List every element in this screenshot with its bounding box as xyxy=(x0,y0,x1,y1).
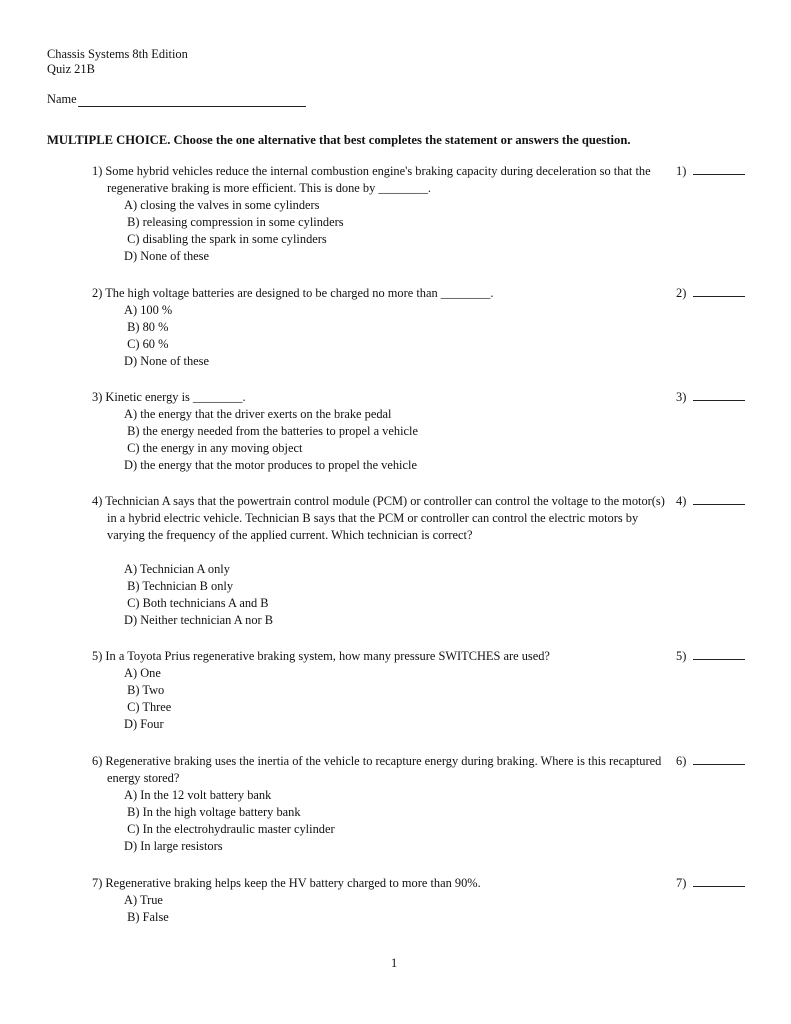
answer-number: 7) xyxy=(676,876,687,890)
option-a[interactable]: A) Technician A only xyxy=(124,562,230,576)
option-d[interactable]: D) the energy that the motor produces to propel the vehicle xyxy=(124,458,417,472)
option-b[interactable]: B) 80 % xyxy=(127,320,169,334)
option-d[interactable]: D) Neither technician A nor B xyxy=(124,613,274,627)
option-list xyxy=(124,406,418,474)
question-stem: 3) Kinetic energy is ________. xyxy=(92,390,246,404)
option-d[interactable]: D) None of these xyxy=(124,249,210,263)
option-c[interactable]: C) In the electrohydraulic master cylinder xyxy=(127,822,335,836)
answer-number: 2) xyxy=(676,286,687,300)
answer-slot xyxy=(676,753,745,769)
answer-slot xyxy=(676,389,745,405)
option-list xyxy=(124,561,273,629)
name-row xyxy=(47,92,306,107)
course-title: Chassis Systems 8th Edition xyxy=(47,47,188,61)
question-stem: 1) Some hybrid vehicles reduce the internal combustion engine's braking capacity during deceleration so that the regenerative braking is more efficient. This is done by ________. xyxy=(92,164,651,195)
option-b[interactable]: B) False xyxy=(127,910,169,924)
question-stem: 5) In a Toyota Prius regenerative braking system, how many pressure SWITCHES are used? xyxy=(92,649,550,663)
option-d[interactable]: D) Four xyxy=(124,717,164,731)
option-c[interactable]: C) disabling the spark in some cylinders xyxy=(127,232,327,246)
option-b[interactable]: B) Two xyxy=(127,683,165,697)
answer-number: 5) xyxy=(676,649,687,663)
answer-number: 1) xyxy=(676,164,687,178)
name-label: Name xyxy=(47,92,77,106)
name-field[interactable] xyxy=(78,94,306,107)
option-list xyxy=(124,787,335,855)
option-c[interactable]: C) Three xyxy=(127,700,172,714)
option-list xyxy=(124,302,209,370)
quiz-title: Quiz 21B xyxy=(47,62,95,76)
option-a[interactable]: A) the energy that the driver exerts on the brake pedal xyxy=(124,407,392,421)
document-header xyxy=(47,47,188,77)
answer-slot xyxy=(676,163,745,179)
answer-blank[interactable] xyxy=(693,753,745,765)
option-a[interactable]: A) closing the valves in some cylinders xyxy=(124,198,320,212)
answer-blank[interactable] xyxy=(693,389,745,401)
answer-blank[interactable] xyxy=(693,285,745,297)
answer-blank[interactable] xyxy=(693,493,745,505)
page-number: 1 xyxy=(391,956,398,970)
option-a[interactable]: A) In the 12 volt battery bank xyxy=(124,788,272,802)
option-d[interactable]: D) In large resistors xyxy=(124,839,223,853)
option-c[interactable]: C) 60 % xyxy=(127,337,169,351)
answer-slot xyxy=(676,648,745,664)
question-stem: 2) The high voltage batteries are designed to be charged no more than ________. xyxy=(92,286,494,300)
answer-blank[interactable] xyxy=(693,875,745,887)
instructions: MULTIPLE CHOICE. Choose the one alternative that best completes the statement or answers the question. xyxy=(47,133,631,147)
answer-number: 6) xyxy=(676,754,687,768)
option-b[interactable]: B) the energy needed from the batteries to propel a vehicle xyxy=(127,424,418,438)
answer-blank[interactable] xyxy=(693,648,745,660)
answer-slot xyxy=(676,875,745,891)
option-a[interactable]: A) One xyxy=(124,666,161,680)
question-stem: 7) Regenerative braking helps keep the HV battery charged to more than 90%. xyxy=(92,876,481,890)
answer-slot xyxy=(676,285,745,301)
answer-blank[interactable] xyxy=(693,163,745,175)
option-list xyxy=(124,665,171,733)
option-b[interactable]: B) releasing compression in some cylinders xyxy=(127,215,344,229)
option-b[interactable]: B) In the high voltage battery bank xyxy=(127,805,301,819)
option-b[interactable]: B) Technician B only xyxy=(127,579,234,593)
option-c[interactable]: C) Both technicians A and B xyxy=(127,596,269,610)
answer-slot xyxy=(676,493,745,509)
question-stem: 6) Regenerative braking uses the inertia of the vehicle to recapture energy during braking. Where is this recaptured energy stored? xyxy=(92,754,662,785)
answer-number: 4) xyxy=(676,494,687,508)
option-a[interactable]: A) 100 % xyxy=(124,303,173,317)
question-stem: 4) Technician A says that the powertrain control module (PCM) or controller can control the voltage to the motor(s) in a hybrid electric vehicle. Technician B says that the PCM or controller can control the electric motors by varying the frequency of the applied current. Which technician is correct? xyxy=(92,494,665,542)
option-list xyxy=(124,197,344,265)
option-a[interactable]: A) True xyxy=(124,893,163,907)
option-d[interactable]: D) None of these xyxy=(124,354,210,368)
answer-number: 3) xyxy=(676,390,687,404)
option-list xyxy=(124,892,169,926)
option-c[interactable]: C) the energy in any moving object xyxy=(127,441,303,455)
